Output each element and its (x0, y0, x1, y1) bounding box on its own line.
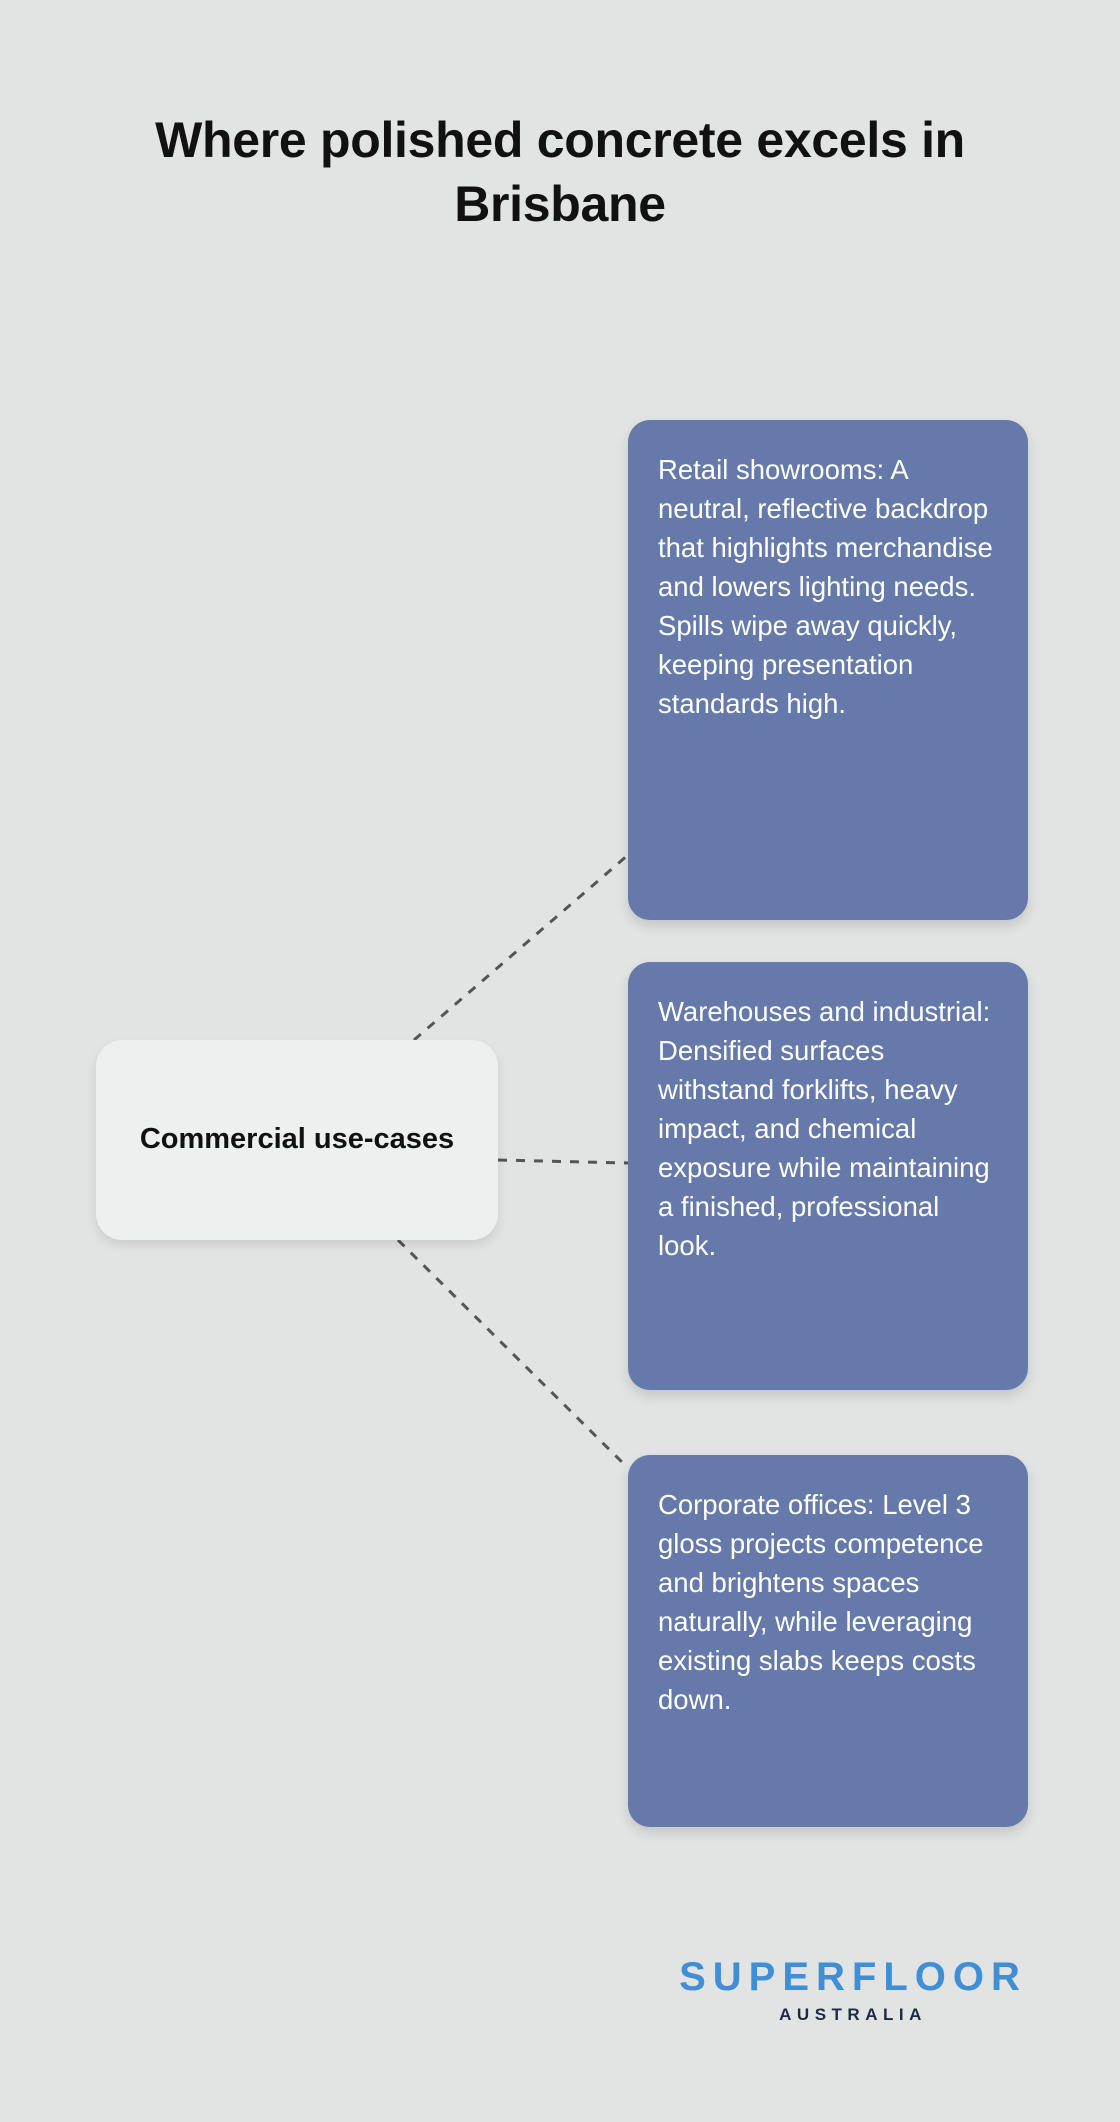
central-node (96, 1040, 498, 1240)
branch-card-text: Warehouses and industrial: Densified surfaces withstand forklifts, heavy impact, and chemical exposure while maintaining a finished, professional look. (658, 996, 991, 1262)
connector-line-1 (414, 855, 628, 1040)
branch-card-retail-showrooms (628, 420, 1028, 920)
branch-card-corporate-offices (628, 1455, 1028, 1827)
superfloor-logo (653, 1957, 1053, 2023)
branch-card-text: Retail showrooms: A neutral, reflective backdrop that highlights merchandise and lowers lighting needs. Spills wipe away quickly, keeping presentation standards high. (658, 454, 993, 720)
central-node-label: Commercial use-cases (139, 1123, 455, 1156)
page-title: Where polished concrete excels in Brisbane (155, 112, 965, 232)
logo-subtitle: AUSTRALIA (779, 2005, 927, 2024)
connector-line-2 (498, 1160, 628, 1163)
branch-card-warehouses-industrial (628, 962, 1028, 1390)
connector-line-3 (398, 1240, 628, 1468)
branch-card-text: Corporate offices: Level 3 gloss projects competence and brightens spaces naturally, while leveraging existing slabs keeps costs down. (658, 1489, 984, 1716)
logo-wordmark: SUPERFLOOR (679, 1955, 1027, 1999)
